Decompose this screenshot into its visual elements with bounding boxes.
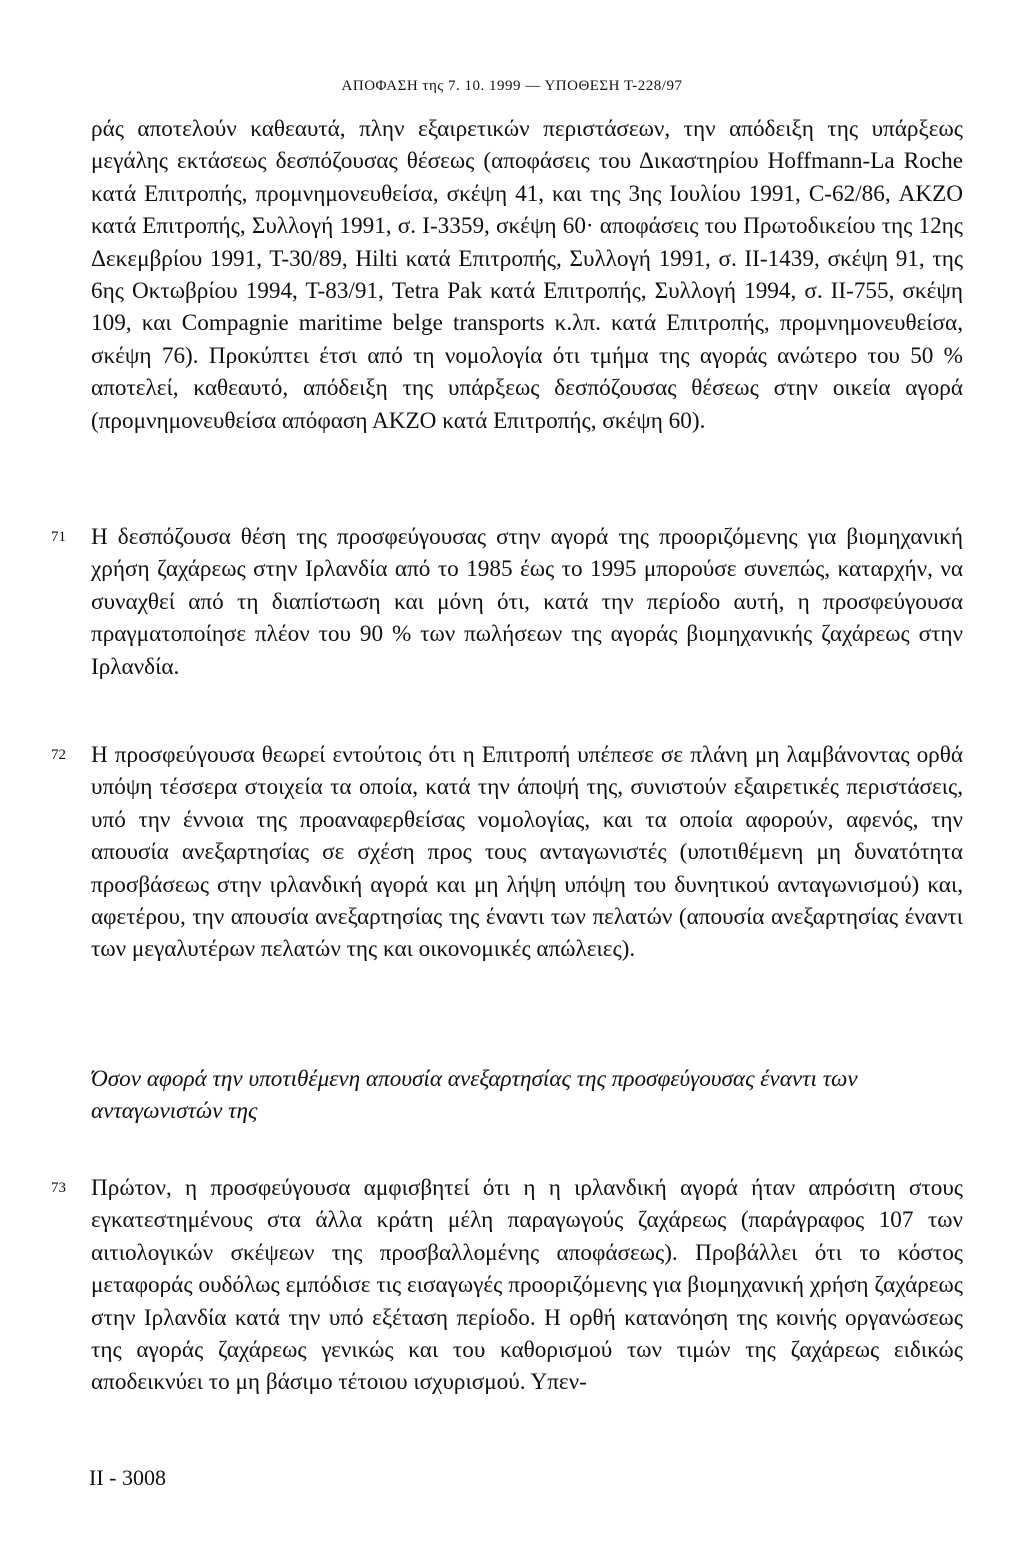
paragraph-number-73: 73 bbox=[51, 1180, 66, 1196]
intro-text: ράς αποτελούν καθεαυτά, πλην εξαιρετικών περιστάσεων, την απόδειξη της υπάρξεως μεγάλης εκτάσεως δεσπόζουσας θέσεως (αποφάσεις του Δικαστηρίου Hoffmann-La Roche κατά Επιτροπής, προμνημονευθείσα, σκέψη 41, και της 3ης Ιουλίου 1991, C-62/86, ΑΚΖΟ κατά Επιτροπής, Συλλογή 1991, σ. Ι-3359, σκέψη 60· αποφάσεις του Πρωτοδικείου της 12ης Δεκεμβρίου 1991, Τ-30/89, Hilti κατά Επιτροπής, Συλλογή 1991, σ. II-1439, σκέψη 91, της 6ης Οκτωβρίου 1994, Τ-83/91, Tetra Pak κατά Επιτροπής, Συλλογή 1994, σ. II-755, σκέψη 109, και Compagnie maritime belge transports κ.λπ. κατά Επιτροπής, προμνημονευθείσα, σκέψη 76). Προκύπτει έτσι από τη νομολογία ότι τμήμα της αγοράς ανώτερο του 50 % αποτελεί, καθεαυτό, απόδειξη της υπάρξεως δεσπόζουσας θέσεως στην οικεία αγορά (προμνημονευθείσα απόφαση ΑΚΖΟ κατά Επιτροπής, σκέψη 60). bbox=[91, 116, 963, 434]
page-header: ΑΠΟΦΑΣΗ της 7. 10. 1999 — ΥΠΟΘΕΣΗ Τ-228/97 bbox=[341, 78, 683, 94]
paragraph-71 bbox=[91, 521, 963, 683]
section-heading: Όσον αφορά την υποτιθέμενη απουσία ανεξαρτησίας της προσφεύγουσας έναντι των ανταγωνιστών της bbox=[91, 1066, 858, 1125]
paragraph-72 bbox=[91, 739, 963, 966]
paragraph-71-text: Η δεσπόζουσα θέση της προσφεύγουσας στην αγορά της προοριζόμενης για βιομηχανική χρήση ζαχάρεως στην Ιρλανδία από το 1985 έως το 1995 μπορούσε συνεπώς, καταρχήν, να συναχθεί από τη διαπίστωση και μόνη ότι, κατά την περίοδο αυτή, η προσφεύγουσα πραγματοποίησε πλέον του 90 % των πωλήσεων της αγοράς βιομηχανικής ζαχάρεως στην Ιρλανδία. bbox=[91, 524, 963, 680]
paragraph-73-text: Πρώτον, η προσφεύγουσα αμφισβητεί ότι η η ιρλανδική αγορά ήταν απρόσιτη στους εγκατεστημένους στα άλλα κράτη μέλη παραγωγούς ζαχάρεως (παράγραφος 107 των αιτιολογικών σκέψεων της προσβαλλομένης αποφάσεως). Προβάλλει ότι το κόστος μεταφοράς ουδόλως εμπόδισε τις εισαγωγές προοριζόμενης για βιομηχανική χρήση ζαχάρεως στην Ιρλανδία κατά την υπό εξέταση περίοδο. Η ορθή κατανόηση της κοινής οργανώσεως της αγοράς ζαχάρεως γενικώς και του καθορισμού των τιμών της ζαχάρεως ειδικώς αποδεικνύει το μη βάσιμο τέτοιου ισχυρισμού. Υπεν- bbox=[91, 1175, 963, 1396]
intro-paragraph bbox=[91, 113, 963, 437]
paragraph-72-text: Η προσφεύγουσα θεωρεί εντούτοις ότι η Επιτροπή υπέπεσε σε πλάνη μη λαμβάνοντας ορθά υπόψη τέσσερα στοιχεία τα οποία, κατά την άποψή της, συνιστούν εξαιρετικές περιστάσεις, υπό την έννοια της προαναφερθείσας νομολογίας, και τα οποία αφορούν, αφενός, την απουσία ανεξαρτησίας σε σχέση προς τους ανταγωνιστές (υποτιθέμενη μη δυνατότητα προσβάσεως στην ιρλανδική αγορά και μη λήψη υπόψη του δυνητικού ανταγωνισμού) και, αφετέρου, την απουσία ανεξαρτησίας της έναντι των πελατών (απουσία ανεξαρτησίας έναντι των μεγαλυτέρων πελατών της και οικονομικές απώλειες). bbox=[91, 742, 963, 963]
paragraph-number-72: 72 bbox=[51, 747, 66, 763]
page-number: II - 3008 bbox=[89, 1465, 166, 1490]
paragraph-number-71: 71 bbox=[51, 529, 66, 545]
paragraph-73 bbox=[91, 1172, 963, 1399]
